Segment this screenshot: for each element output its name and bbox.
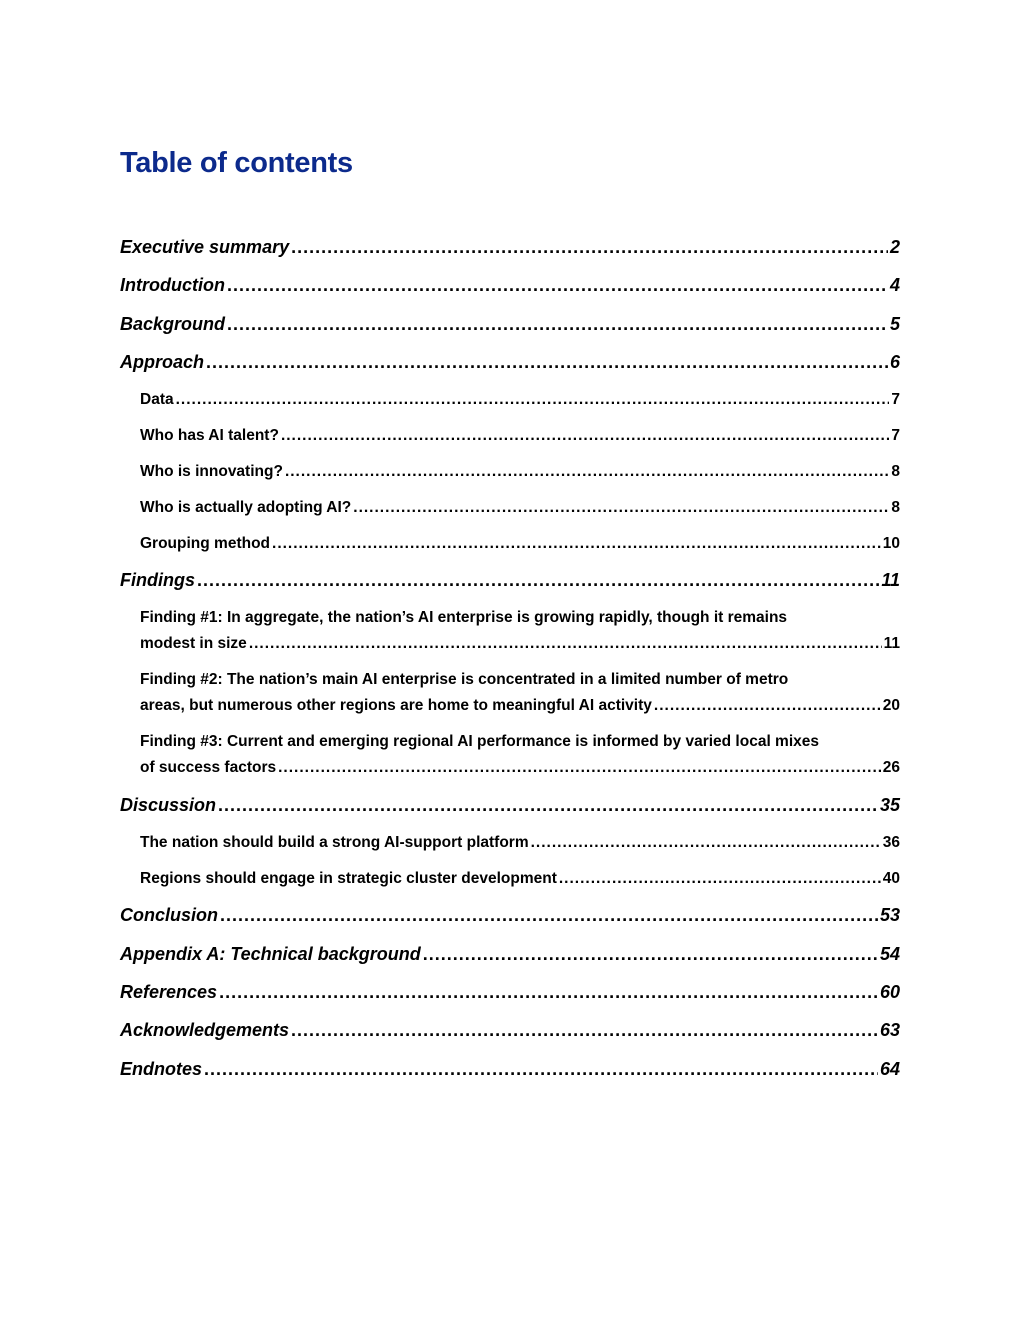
toc-entry-data[interactable] bbox=[140, 391, 900, 409]
toc-page-number: 40 bbox=[882, 870, 900, 887]
toc-leader-dots bbox=[206, 352, 888, 373]
toc-entry-title-line1: Finding #1: In aggregate, the nation’s AI enterprise is growing rapidly, though it remains bbox=[140, 609, 788, 626]
toc-leader-dots bbox=[531, 834, 881, 852]
toc-entry-approach[interactable] bbox=[120, 352, 900, 373]
toc-entry-title: Discussion bbox=[120, 795, 217, 815]
toc-entry-who-is-innovating[interactable] bbox=[140, 463, 900, 481]
toc-entry-title: Approach bbox=[120, 352, 205, 372]
toc-leader-dots bbox=[278, 759, 881, 777]
toc-leader-dots bbox=[291, 237, 888, 258]
toc-leader-dots bbox=[227, 275, 888, 296]
toc-entry-finding-2[interactable] bbox=[140, 671, 900, 715]
toc-page-number: 7 bbox=[891, 427, 900, 444]
toc-entry-title: Who has AI talent? bbox=[140, 427, 279, 444]
toc-entry-title: Executive summary bbox=[120, 237, 290, 257]
toc-page-number: 26 bbox=[882, 759, 900, 776]
toc-entry-findings[interactable] bbox=[120, 570, 900, 591]
toc-entry-title: Background bbox=[120, 314, 226, 334]
toc-page-number: 53 bbox=[879, 905, 900, 925]
toc-entry-title: of success factors bbox=[140, 759, 277, 776]
toc-entry-title: Who is actually adopting AI? bbox=[140, 499, 352, 516]
toc-entry-title: The nation should build a strong AI-support platform bbox=[140, 834, 529, 851]
toc-entry-title: modest in size bbox=[140, 635, 247, 652]
toc-leader-dots bbox=[220, 905, 878, 926]
toc-page-number: 4 bbox=[889, 275, 900, 295]
toc-entry-background[interactable] bbox=[120, 314, 900, 335]
toc-entry-title: Conclusion bbox=[120, 905, 218, 925]
toc-entry-title: Acknowledgements bbox=[120, 1020, 290, 1040]
toc-page-number: 64 bbox=[879, 1059, 900, 1079]
toc-leader-dots bbox=[559, 870, 881, 888]
toc-entry-title: Findings bbox=[120, 570, 195, 590]
toc-entry-title: Introduction bbox=[120, 275, 225, 295]
toc-entry-introduction[interactable] bbox=[120, 275, 900, 296]
toc-entry-title: Data bbox=[140, 391, 174, 408]
toc-page-number: 36 bbox=[882, 834, 900, 851]
toc-page-number: 35 bbox=[879, 795, 900, 815]
toc-page-number: 8 bbox=[891, 463, 900, 480]
toc-page-number: 7 bbox=[891, 391, 900, 408]
toc-entry-acknowledgements[interactable] bbox=[120, 1020, 900, 1041]
toc-leader-dots bbox=[204, 1059, 878, 1080]
toc-entry-title-line1: Finding #3: Current and emerging regional AI performance is informed by varied local mixes bbox=[140, 733, 820, 750]
toc-entry-title: References bbox=[120, 982, 218, 1002]
toc-entry-title-line1: Finding #2: The nation’s main AI enterprise is concentrated in a limited number of metro bbox=[140, 671, 789, 688]
toc-leader-dots bbox=[272, 535, 881, 553]
toc-entry-title: Endnotes bbox=[120, 1059, 203, 1079]
toc-page-number: 5 bbox=[889, 314, 900, 334]
toc-entry-conclusion[interactable] bbox=[120, 905, 900, 926]
toc-leader-dots bbox=[227, 314, 888, 335]
toc-leader-dots bbox=[281, 427, 889, 445]
toc-page-number: 63 bbox=[879, 1020, 900, 1040]
toc-entry-executive-summary[interactable] bbox=[120, 237, 900, 258]
toc-leader-dots bbox=[285, 463, 889, 481]
toc-leader-dots bbox=[249, 635, 882, 653]
toc-entry-title: Grouping method bbox=[140, 535, 271, 552]
toc-page-number: 20 bbox=[882, 697, 900, 714]
toc-entry-who-has-ai-talent[interactable] bbox=[140, 427, 900, 445]
toc-entry-appendix-a[interactable] bbox=[120, 944, 900, 965]
toc-entry-who-is-adopting-ai[interactable] bbox=[140, 499, 900, 517]
toc-leader-dots bbox=[291, 1020, 878, 1041]
toc-leader-dots bbox=[219, 982, 878, 1003]
toc-entry-ai-support-platform[interactable] bbox=[140, 834, 900, 852]
toc-page-number: 11 bbox=[883, 635, 900, 652]
toc-entry-title: Appendix A: Technical background bbox=[120, 944, 421, 964]
toc-entry-discussion[interactable] bbox=[120, 795, 900, 816]
toc-entry-endnotes[interactable] bbox=[120, 1059, 900, 1080]
toc-leader-dots bbox=[654, 697, 881, 715]
page-title: Table of contents bbox=[120, 147, 353, 179]
toc-leader-dots bbox=[423, 944, 878, 965]
toc-page-number: 11 bbox=[881, 570, 900, 590]
toc-entry-finding-3[interactable] bbox=[140, 733, 900, 777]
toc-entry-grouping-method[interactable] bbox=[140, 535, 900, 553]
toc-entry-finding-1[interactable] bbox=[140, 609, 900, 653]
toc-entry-title: Who is innovating? bbox=[140, 463, 283, 480]
toc-page-number: 2 bbox=[889, 237, 900, 257]
toc-entry-references[interactable] bbox=[120, 982, 900, 1003]
toc-leader-dots bbox=[218, 795, 878, 816]
toc-page-number: 6 bbox=[889, 352, 900, 372]
toc-page-number: 8 bbox=[891, 499, 900, 516]
toc-entry-title: areas, but numerous other regions are home to meaningful AI activity bbox=[140, 697, 652, 714]
toc-page-number: 60 bbox=[879, 982, 900, 1002]
toc-entry-title: Regions should engage in strategic cluster development bbox=[140, 870, 557, 887]
toc-page-number: 10 bbox=[882, 535, 900, 552]
toc-entry-cluster-development[interactable] bbox=[140, 870, 900, 888]
toc-page-number: 54 bbox=[879, 944, 900, 964]
toc-leader-dots bbox=[176, 391, 890, 409]
toc-leader-dots bbox=[197, 570, 879, 591]
toc-leader-dots bbox=[353, 499, 889, 517]
